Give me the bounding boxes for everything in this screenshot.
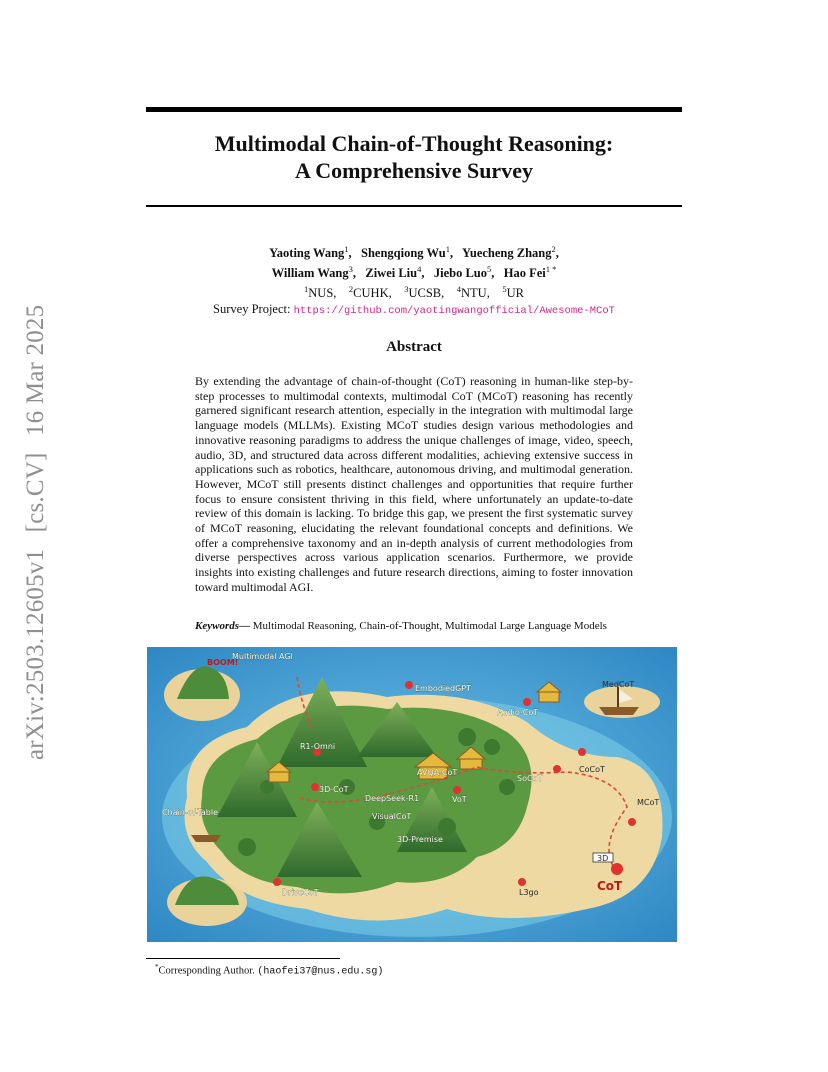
map-label-drivecot: DriveCoT bbox=[282, 888, 319, 897]
affil-name: CUHK bbox=[353, 286, 389, 301]
map-label-cot: CoT bbox=[597, 879, 623, 893]
affil-sup: 3 bbox=[404, 284, 409, 295]
title-bottom-rule bbox=[146, 205, 682, 207]
author-name: Yuecheng Zhang bbox=[461, 246, 552, 261]
author-sup: 2 bbox=[551, 244, 556, 254]
arxiv-id: arXiv:2503.12605v1 bbox=[22, 548, 49, 760]
footnote-rule bbox=[146, 958, 340, 959]
author-name: Jiebo Luo bbox=[433, 266, 487, 281]
abstract-text: By extending the advantage of chain-of-thought (CoT) reasoning in human-like step-by-step processes to multimodal contexts, multimodal CoT (MCoT) reasoning has recently garnered significant research attention, especially in the integration with multimodal large language models (MLLMs). Existing MCoT studies design various methodologies and innovative reasoning paradigms to address the unique challenges of image, video, speech, audio, 3D, and structured data across different modalities, achieving extensive success in applications such as robotics, healthcare, autonomous driving, and multimodal generation. However, MCoT still presents distinct challenges and opportunities that require further focus to ensure consistent thriving in this field, where unfortunately an update-to-date review of this domain is lacking. To bridge this gap, we present the first systematic survey of MCoT reasoning, elucidating the relevant foundational concepts and definitions. We offer a comprehensive taxonomy and an in-depth analysis of current methodologies from diverse perspectives across various application scenarios. Furthermore, we provide insights into existing challenges and future research directions, aiming to foster innovation toward multimodal AGI. bbox=[195, 374, 633, 594]
survey-project-line bbox=[146, 301, 682, 319]
author-sup: 1 bbox=[344, 244, 349, 254]
author-sup: 4 bbox=[417, 264, 422, 275]
author-name: Shengqiong Wu bbox=[361, 246, 446, 261]
affil-name: UR bbox=[506, 286, 524, 301]
map-label-cocot: CoCoT bbox=[579, 765, 605, 774]
author-sup: 5 bbox=[487, 264, 492, 275]
map-label-mcot: MCoT bbox=[637, 798, 660, 807]
map-label-avqa: AVQA-CoT bbox=[417, 768, 458, 777]
footnote-text: Corresponding Author. bbox=[158, 965, 255, 977]
keywords-text: Multimodal Reasoning, Chain-of-Thought, Multimodal Large Language Models bbox=[252, 620, 607, 632]
arxiv-category: [cs.CV] bbox=[22, 452, 49, 533]
affil-sup: 1 bbox=[304, 284, 309, 295]
abstract-heading: Abstract bbox=[386, 339, 442, 355]
island-map-illustration bbox=[147, 647, 677, 942]
affil-name: UCSB bbox=[408, 286, 442, 301]
author-sup: 1 bbox=[445, 244, 450, 254]
affil-name: NTU bbox=[461, 286, 487, 301]
arxiv-date: 16 Mar 2025 bbox=[22, 304, 49, 437]
author-name: William Wang bbox=[271, 266, 349, 281]
author-name: Ziwei Liu bbox=[365, 266, 418, 281]
author-block bbox=[146, 241, 682, 319]
map-label-chain-of-table: Chain-of-Table bbox=[162, 808, 218, 817]
map-label-deepseek: DeepSeek-R1 bbox=[365, 794, 420, 803]
project-label: Survey Project: bbox=[213, 302, 291, 317]
map-sign-label: 3D bbox=[597, 854, 609, 863]
author-sup: 1 * bbox=[545, 264, 557, 275]
keywords-label: Keywords— bbox=[195, 620, 250, 632]
author-sup: 3 bbox=[348, 264, 353, 275]
affil-sup: 2 bbox=[348, 284, 354, 295]
island-map-figure bbox=[147, 647, 677, 942]
author-line-2: William Wang$^3$, Ziwei Liu$^4$, Jiebo Luo$^5$, Hao Fei$^{1 *}$ bbox=[271, 264, 557, 281]
affil-sup: 4 bbox=[456, 284, 461, 295]
map-label-agi: Multimodal AGI bbox=[232, 652, 293, 661]
arxiv-identifier[interactable] bbox=[22, 290, 62, 760]
footnote bbox=[155, 963, 383, 978]
project-link[interactable]: https://github.com/yaotingwangofficial/Awesome-MCoT bbox=[293, 305, 615, 318]
keywords-line bbox=[195, 619, 655, 633]
title-top-rule bbox=[146, 107, 682, 112]
footnote-email[interactable]: (haofei37@nus.edu.sg) bbox=[257, 966, 384, 978]
title-line-2: A Comprehensive Survey bbox=[295, 158, 533, 183]
paper-title bbox=[146, 130, 682, 184]
map-label-3dpremise: 3D-Premise bbox=[397, 835, 443, 844]
map-label-l3go: L3go bbox=[519, 888, 539, 897]
map-label-audio: Audio-CoT bbox=[497, 708, 539, 717]
map-label-socot: SoCoT bbox=[517, 774, 543, 783]
map-label-visualcot: VisualCoT bbox=[372, 812, 412, 821]
map-label-vot: VoT bbox=[452, 795, 467, 804]
author-name: Yaoting Wang bbox=[269, 246, 345, 261]
map-label-3dcot: 3D-CoT bbox=[319, 785, 349, 794]
map-label-boom: BOOM! bbox=[207, 658, 239, 667]
map-label-embodied: EmbodiedGPT bbox=[415, 684, 472, 693]
affiliation-line: $^1$NUS, $^2$CUHK, $^3$UCSB, $^4$NTU, $^5$UR bbox=[304, 284, 524, 301]
title-line-1: Multimodal Chain-of-Thought Reasoning: bbox=[214, 131, 614, 156]
affil-name: NUS bbox=[308, 286, 334, 301]
affil-sup: 5 bbox=[502, 284, 507, 295]
footnote-mark: * bbox=[155, 963, 159, 971]
author-line-1: Yaoting Wang$^1$, Shengqiong Wu$^1$, Yuecheng Zhang$^2$, bbox=[269, 244, 559, 261]
map-label-r1omni: R1-Omni bbox=[300, 742, 336, 751]
map-label-medcot: MedCoT bbox=[602, 680, 635, 689]
author-name: Hao Fei bbox=[503, 266, 546, 281]
